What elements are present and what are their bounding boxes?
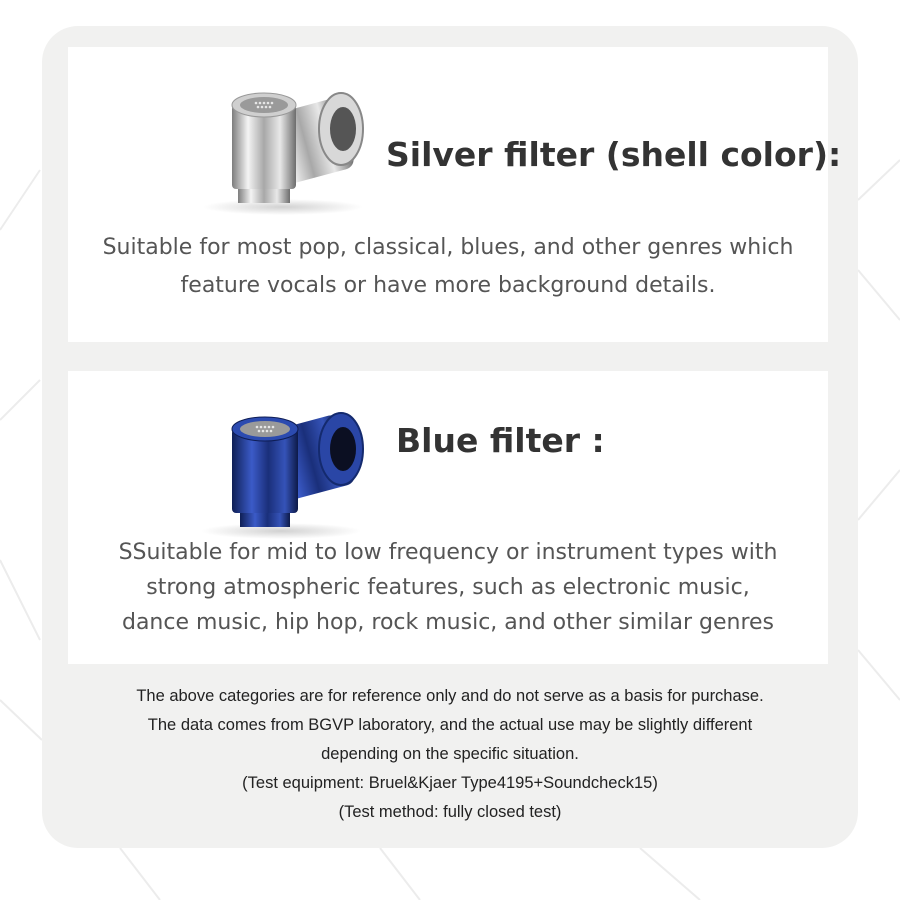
description-line: Suitable for most pop, classical, blues, and other genres which	[102, 235, 794, 260]
note-line: The above categories are for reference only and do not serve as a basis for purchase.	[136, 687, 764, 705]
silver-filter-title: Silver filter (shell color):	[386, 135, 842, 174]
note-line: depending on the specific situation.	[321, 745, 579, 763]
disclaimer-notes	[42, 682, 858, 827]
blue-filter-description	[68, 535, 828, 640]
silver-filter-description	[68, 229, 828, 305]
description-line: SSuitable for mid to low frequency or instrument types with	[118, 540, 778, 565]
description-line: strong atmospheric features, such as electronic music,	[146, 575, 750, 600]
note-line: (Test equipment: Bruel&Kjaer Type4195+Soundcheck15)	[242, 774, 658, 792]
blue-filter-title: Blue filter :	[396, 421, 605, 460]
blue-filter-image	[186, 391, 376, 541]
silver-filter-card	[68, 47, 842, 342]
note-line: The data comes from BGVP laboratory, and the actual use may be slightly different	[147, 716, 753, 734]
silver-filter-image	[188, 67, 378, 217]
description-line: dance music, hip hop, rock music, and other similar genres	[121, 610, 775, 635]
note-line: (Test method: fully closed test)	[338, 803, 562, 821]
blue-filter-card	[68, 371, 828, 664]
description-line: feature vocals or have more background details.	[180, 273, 716, 298]
